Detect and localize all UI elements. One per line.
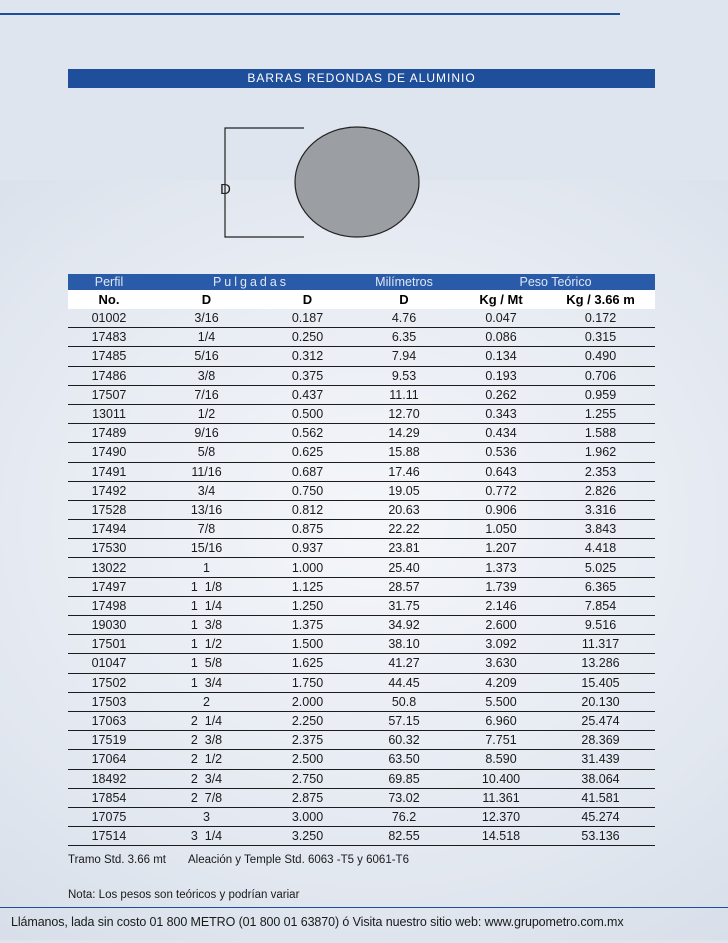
table-cell: 3/16	[150, 309, 263, 328]
table-row	[68, 750, 655, 769]
table-cell: 2.375	[263, 731, 352, 750]
table-cell: 1.588	[546, 424, 655, 443]
table-cell: 1.207	[456, 539, 546, 558]
table-cell: 1.750	[263, 673, 352, 692]
table-row	[68, 827, 655, 846]
bar-cross-section	[295, 127, 419, 237]
table-cell: 0.490	[546, 347, 655, 366]
table-cell: 0.315	[546, 328, 655, 347]
table-cell: 11.11	[352, 385, 456, 404]
table-cell: 1.375	[263, 616, 352, 635]
table-cell: 34.92	[352, 616, 456, 635]
table-cell: 1.250	[263, 596, 352, 615]
table-cell: 5/16	[150, 347, 263, 366]
table-cell: 0.562	[263, 424, 352, 443]
table-cell: 15.88	[352, 443, 456, 462]
table-cell: 20.130	[546, 692, 655, 711]
group-peso-teorico: Peso Teórico	[456, 274, 655, 290]
table-cell: 10.400	[456, 769, 546, 788]
table-cell: 22.22	[352, 520, 456, 539]
table-cell: 17498	[68, 596, 150, 615]
aleacion-text: Aleación y Temple Std. 6063 -T5 y 6061-T6	[188, 854, 409, 866]
table-cell: 2.353	[546, 462, 655, 481]
table-cell: 17501	[68, 635, 150, 654]
table-cell: 0.172	[546, 309, 655, 328]
table-cell: 11.361	[456, 788, 546, 807]
table-cell: 5.025	[546, 558, 655, 577]
table-cell: 1/2	[150, 404, 263, 423]
table-cell: 13022	[68, 558, 150, 577]
table-cell: 73.02	[352, 788, 456, 807]
table-cell: 5/8	[150, 443, 263, 462]
table-cell: 23.81	[352, 539, 456, 558]
table-cell: 0.343	[456, 404, 546, 423]
table-cell: 17514	[68, 827, 150, 846]
table-row	[68, 424, 655, 443]
unit-d-fraction: D	[150, 290, 263, 309]
table-cell: 0.906	[456, 500, 546, 519]
table-cell: 17491	[68, 462, 150, 481]
table-cell: 17494	[68, 520, 150, 539]
table-cell: 2 3/8	[150, 731, 263, 750]
table-cell: 0.375	[263, 366, 352, 385]
table-cell: 0.047	[456, 309, 546, 328]
table-cell: 4.76	[352, 309, 456, 328]
weights-note: Nota: Los pesos son teóricos y podrían variar	[68, 889, 300, 901]
table-cell: 0.812	[263, 500, 352, 519]
group-header-row	[68, 274, 655, 290]
group-pulgadas: Pulgadas	[150, 274, 352, 290]
table-cell: 14.29	[352, 424, 456, 443]
table-cell: 7.94	[352, 347, 456, 366]
table-cell: 7/8	[150, 520, 263, 539]
table-cell: 1.625	[263, 654, 352, 673]
table-cell: 3.000	[263, 807, 352, 826]
table-cell: 82.55	[352, 827, 456, 846]
table-cell: 1.373	[456, 558, 546, 577]
table-cell: 25.40	[352, 558, 456, 577]
table-cell: 1.050	[456, 520, 546, 539]
table-cell: 1 5/8	[150, 654, 263, 673]
table-cell: 0.187	[263, 309, 352, 328]
group-perfil: Perfil	[68, 274, 150, 290]
table-cell: 7/16	[150, 385, 263, 404]
table-row	[68, 539, 655, 558]
table-cell: 19030	[68, 616, 150, 635]
table-cell: 50.8	[352, 692, 456, 711]
table-body	[68, 309, 655, 846]
table-cell: 4.209	[456, 673, 546, 692]
table-row	[68, 366, 655, 385]
table-cell: 3.092	[456, 635, 546, 654]
table-cell: 3/4	[150, 481, 263, 500]
table-cell: 28.57	[352, 577, 456, 596]
table-cell: 17492	[68, 481, 150, 500]
table-cell: 0.434	[456, 424, 546, 443]
table-cell: 0.086	[456, 328, 546, 347]
table-cell: 1.500	[263, 635, 352, 654]
table-cell: 0.687	[263, 462, 352, 481]
group-milimetros: Milímetros	[352, 274, 456, 290]
table-row	[68, 731, 655, 750]
table-cell: 6.365	[546, 577, 655, 596]
table-cell: 15.405	[546, 673, 655, 692]
table-cell: 11/16	[150, 462, 263, 481]
round-bar-diagram	[220, 120, 430, 245]
contact-line: Llámanos, lada sin costo 01 800 METRO (01 800 01 63870) ó Visita nuestro sitio web: www.grupometro.com.mx	[11, 915, 624, 929]
table-row	[68, 558, 655, 577]
table-cell: 13.286	[546, 654, 655, 673]
table-cell: 0.134	[456, 347, 546, 366]
table-row	[68, 807, 655, 826]
table-cell: 6.35	[352, 328, 456, 347]
table-cell: 17485	[68, 347, 150, 366]
table-cell: 1 1/2	[150, 635, 263, 654]
table-row	[68, 692, 655, 711]
table-cell: 11.317	[546, 635, 655, 654]
table-cell: 2 1/4	[150, 711, 263, 730]
table-cell: 28.369	[546, 731, 655, 750]
table-cell: 1 1/8	[150, 577, 263, 596]
table-cell: 1.125	[263, 577, 352, 596]
table-cell: 0.875	[263, 520, 352, 539]
unit-header-row	[68, 290, 655, 309]
table-cell: 2 7/8	[150, 788, 263, 807]
table-cell: 12.370	[456, 807, 546, 826]
table-cell: 2.875	[263, 788, 352, 807]
tramo-text: Tramo Std. 3.66 mt	[68, 854, 166, 866]
diameter-label: D	[220, 181, 231, 198]
table-row	[68, 635, 655, 654]
table-row	[68, 673, 655, 692]
table-row	[68, 328, 655, 347]
table-cell: 0.536	[456, 443, 546, 462]
table-cell: 17502	[68, 673, 150, 692]
table-cell: 3	[150, 807, 263, 826]
table-row	[68, 520, 655, 539]
table-cell: 3 1/4	[150, 827, 263, 846]
table-cell: 3.316	[546, 500, 655, 519]
table-cell: 4.418	[546, 539, 655, 558]
table-cell: 31.439	[546, 750, 655, 769]
table-cell: 17490	[68, 443, 150, 462]
table-cell: 25.474	[546, 711, 655, 730]
table-cell: 60.32	[352, 731, 456, 750]
table-row	[68, 385, 655, 404]
table-cell: 17483	[68, 328, 150, 347]
top-divider	[0, 13, 620, 15]
table-cell: 17503	[68, 692, 150, 711]
table-cell: 0.750	[263, 481, 352, 500]
table-cell: 5.500	[456, 692, 546, 711]
table-row	[68, 788, 655, 807]
table-cell: 0.500	[263, 404, 352, 423]
unit-no: No.	[68, 290, 150, 309]
table-row	[68, 711, 655, 730]
table-cell: 2.500	[263, 750, 352, 769]
table-cell: 57.15	[352, 711, 456, 730]
table-cell: 1 3/8	[150, 616, 263, 635]
table-row	[68, 443, 655, 462]
table-cell: 20.63	[352, 500, 456, 519]
table-cell: 1.739	[456, 577, 546, 596]
unit-d-decimal: D	[263, 290, 352, 309]
table-cell: 17075	[68, 807, 150, 826]
table-cell: 1.962	[546, 443, 655, 462]
table-cell: 3.630	[456, 654, 546, 673]
table-cell: 6.960	[456, 711, 546, 730]
table-cell: 3.843	[546, 520, 655, 539]
table-cell: 41.581	[546, 788, 655, 807]
table-cell: 0.643	[456, 462, 546, 481]
table-cell: 9.516	[546, 616, 655, 635]
table-cell: 13011	[68, 404, 150, 423]
spec-notes	[68, 854, 409, 866]
table-cell: 17064	[68, 750, 150, 769]
table-cell: 14.518	[456, 827, 546, 846]
table-cell: 1.000	[263, 558, 352, 577]
table-cell: 0.262	[456, 385, 546, 404]
table-cell: 2	[150, 692, 263, 711]
table-cell: 0.312	[263, 347, 352, 366]
table-cell: 8.590	[456, 750, 546, 769]
table-row	[68, 577, 655, 596]
table-cell: 2 3/4	[150, 769, 263, 788]
table-cell: 53.136	[546, 827, 655, 846]
table-cell: 38.064	[546, 769, 655, 788]
table-cell: 17519	[68, 731, 150, 750]
table-cell: 17507	[68, 385, 150, 404]
table-cell: 15/16	[150, 539, 263, 558]
unit-kg-366: Kg / 3.66 m	[546, 290, 655, 309]
table-cell: 17063	[68, 711, 150, 730]
table-cell: 44.45	[352, 673, 456, 692]
table-cell: 13/16	[150, 500, 263, 519]
table-row	[68, 309, 655, 328]
table-cell: 0.193	[456, 366, 546, 385]
table-cell: 17528	[68, 500, 150, 519]
table-cell: 3.250	[263, 827, 352, 846]
table-cell: 7.751	[456, 731, 546, 750]
table-cell: 2.750	[263, 769, 352, 788]
table-cell: 41.27	[352, 654, 456, 673]
table-row	[68, 347, 655, 366]
table-row	[68, 616, 655, 635]
table-cell: 9.53	[352, 366, 456, 385]
table-cell: 38.10	[352, 635, 456, 654]
table-cell: 0.625	[263, 443, 352, 462]
table-cell: 0.437	[263, 385, 352, 404]
table-cell: 1	[150, 558, 263, 577]
table-cell: 0.772	[456, 481, 546, 500]
table-row	[68, 404, 655, 423]
table-cell: 9/16	[150, 424, 263, 443]
table-row	[68, 462, 655, 481]
table-cell: 1 3/4	[150, 673, 263, 692]
table-cell: 3/8	[150, 366, 263, 385]
table-cell: 2.250	[263, 711, 352, 730]
table-cell: 12.70	[352, 404, 456, 423]
dimension-bracket	[225, 128, 304, 237]
table-cell: 17530	[68, 539, 150, 558]
table-cell: 76.2	[352, 807, 456, 826]
table-cell: 01047	[68, 654, 150, 673]
table-cell: 17.46	[352, 462, 456, 481]
table-cell: 2.826	[546, 481, 655, 500]
table-cell: 2.600	[456, 616, 546, 635]
table-cell: 2 1/2	[150, 750, 263, 769]
unit-kg-mt: Kg / Mt	[456, 290, 546, 309]
bottom-divider	[0, 907, 728, 908]
table-cell: 0.706	[546, 366, 655, 385]
table-cell: 1 1/4	[150, 596, 263, 615]
bar-specs-table	[68, 274, 655, 846]
table-row	[68, 596, 655, 615]
table-cell: 19.05	[352, 481, 456, 500]
table-cell: 0.937	[263, 539, 352, 558]
table-cell: 0.959	[546, 385, 655, 404]
unit-d-mm: D	[352, 290, 456, 309]
table-cell: 7.854	[546, 596, 655, 615]
table-cell: 01002	[68, 309, 150, 328]
table-cell: 69.85	[352, 769, 456, 788]
table-cell: 2.146	[456, 596, 546, 615]
table-cell: 1.255	[546, 404, 655, 423]
table-row	[68, 500, 655, 519]
table-cell: 17489	[68, 424, 150, 443]
table-cell: 1/4	[150, 328, 263, 347]
table-cell: 0.250	[263, 328, 352, 347]
table-cell: 17497	[68, 577, 150, 596]
table-cell: 31.75	[352, 596, 456, 615]
table-cell: 17854	[68, 788, 150, 807]
table-row	[68, 769, 655, 788]
table-cell: 2.000	[263, 692, 352, 711]
table-cell: 18492	[68, 769, 150, 788]
table-cell: 17486	[68, 366, 150, 385]
table-cell: 45.274	[546, 807, 655, 826]
table-row	[68, 654, 655, 673]
table-cell: 63.50	[352, 750, 456, 769]
table-row	[68, 481, 655, 500]
page-title: BARRAS REDONDAS DE ALUMINIO	[68, 69, 655, 88]
